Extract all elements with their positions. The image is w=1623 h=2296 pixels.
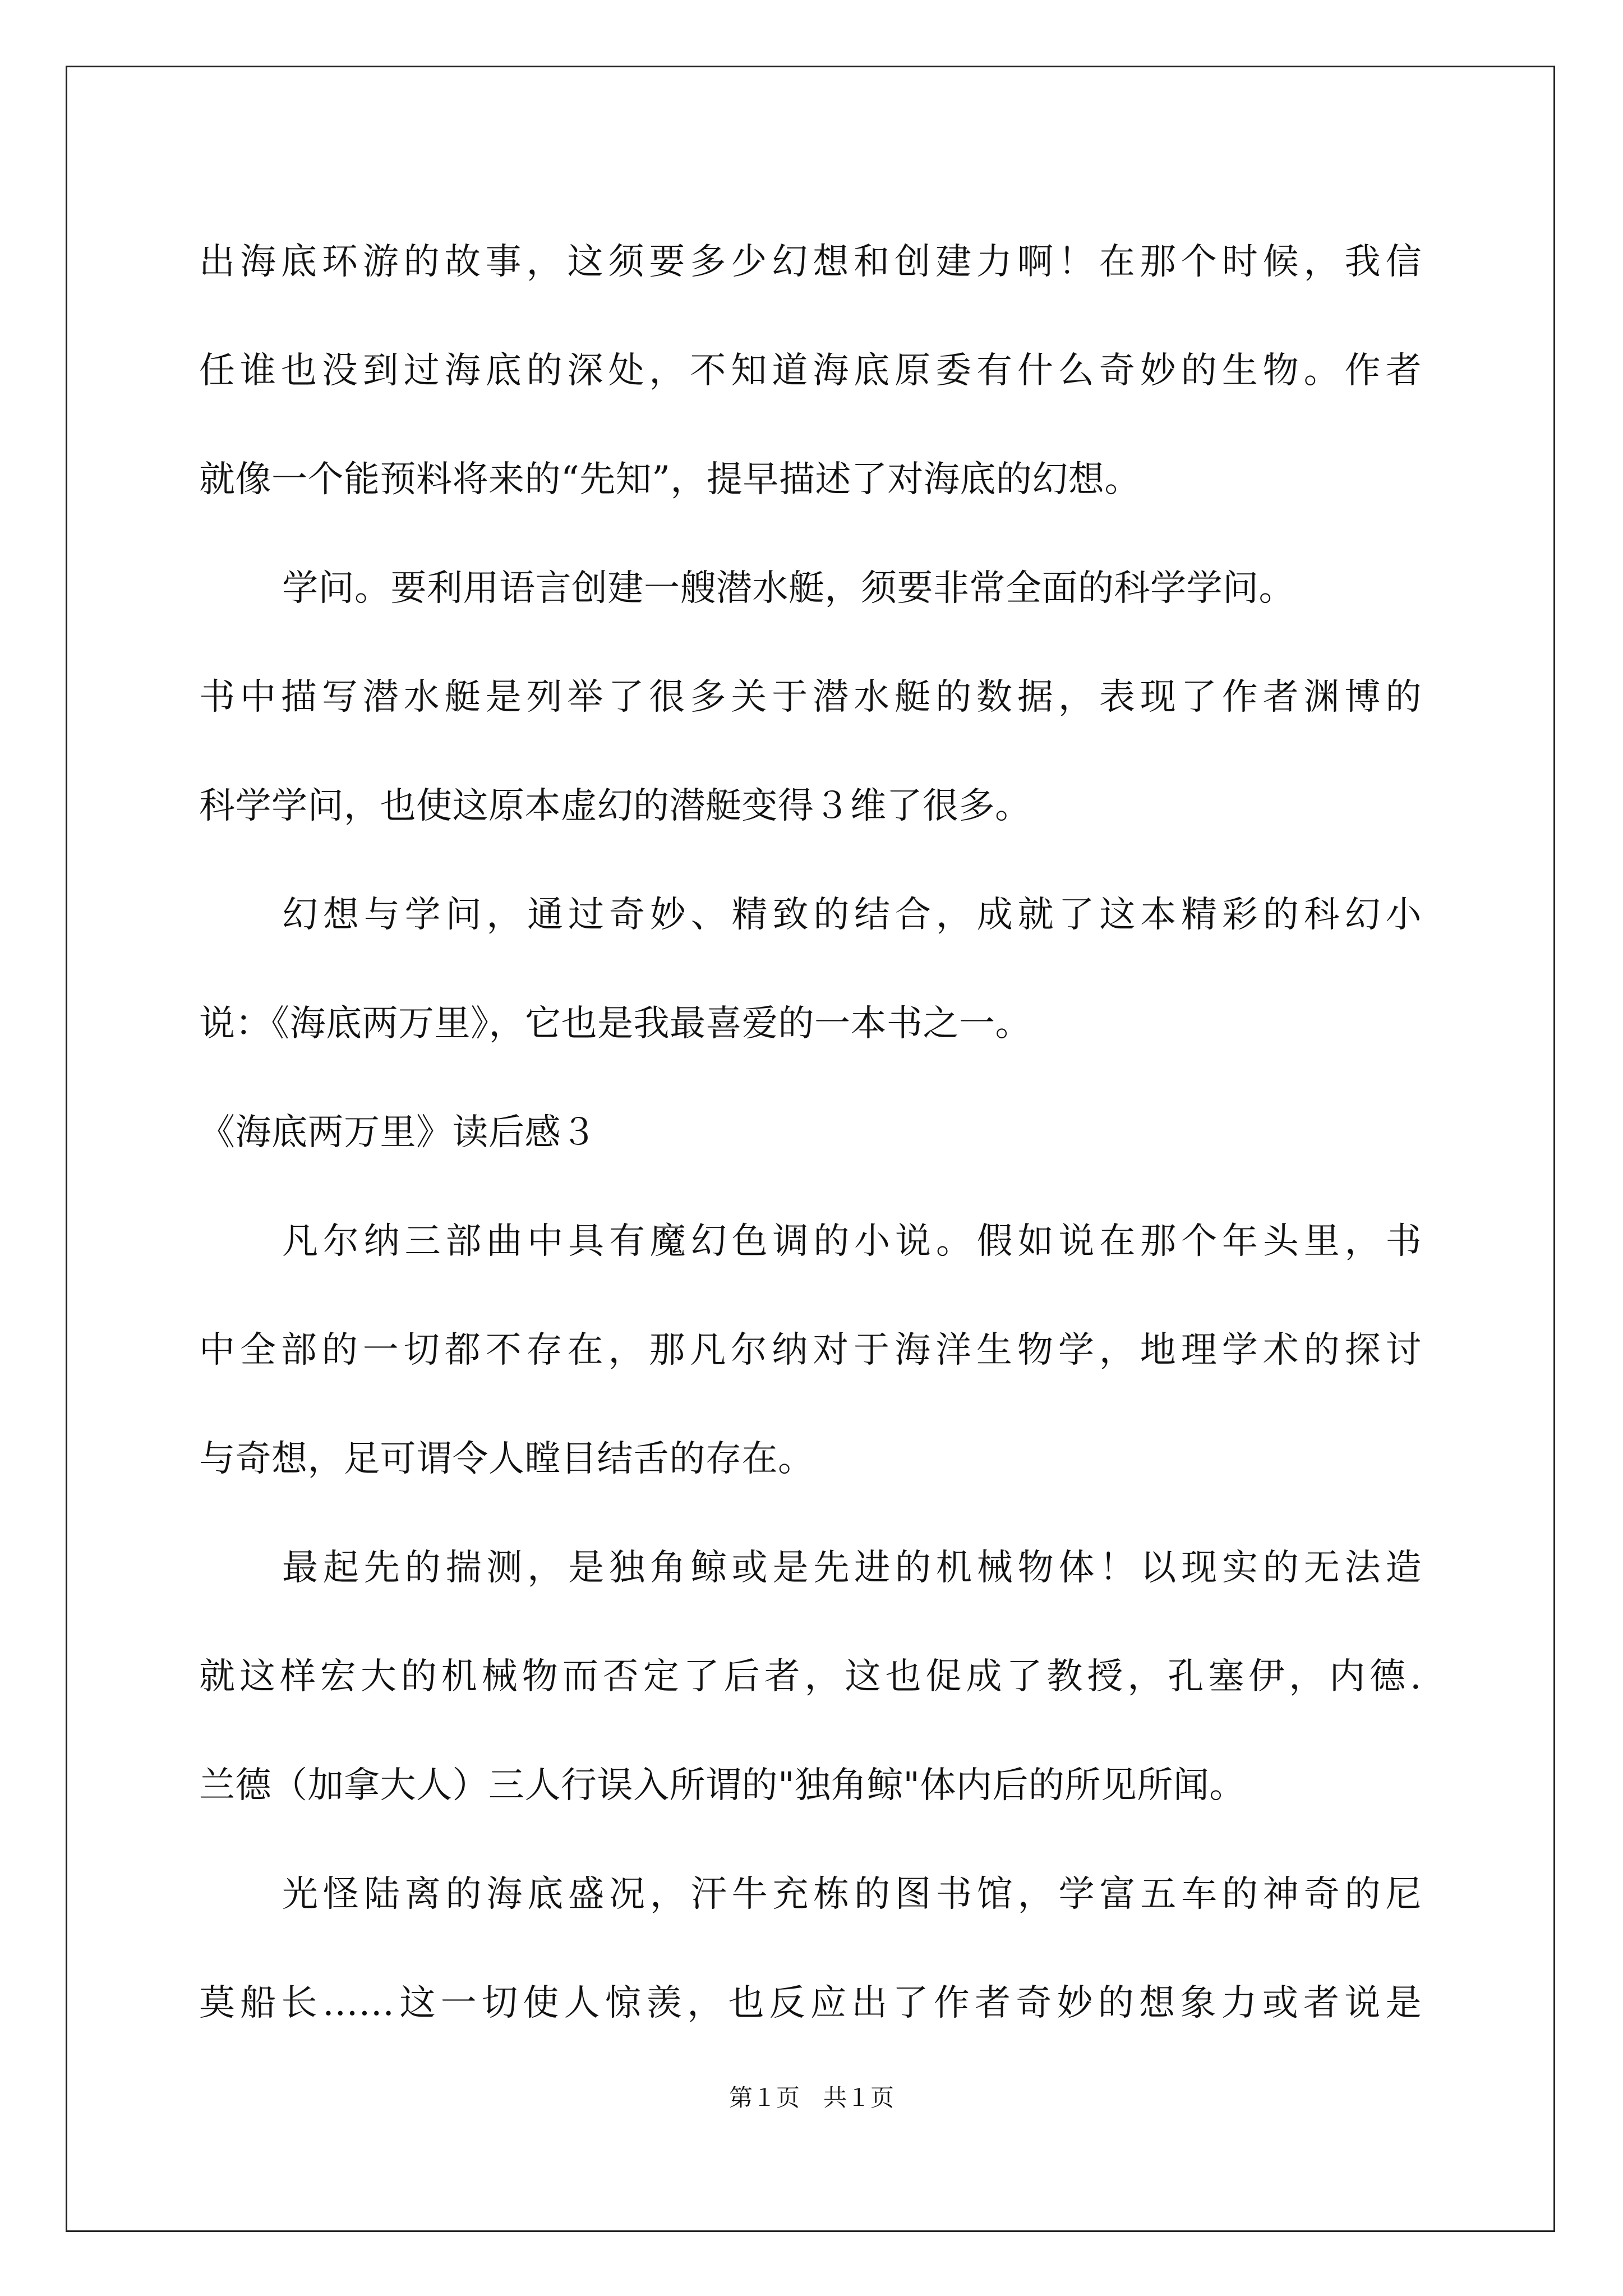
text-line: 学问。要利用语言创建一艘潜水艇，须要非常全面的科学学问。 [282, 568, 1295, 609]
text-line: 就这样宏大的机械物而否定了后者，这也促成了教授，孔塞伊，内德. [199, 1656, 1422, 1697]
section-heading: 《海底两万里》读后感３ [199, 1112, 597, 1153]
page-footer: 第１页 共１页 [728, 2084, 894, 2111]
text-line: 兰德（加拿大人）三人行误入所谓的"独角鲸"体内后的所见所闻。 [199, 1765, 1246, 1806]
document-body [199, 208, 1422, 2058]
text-line: 书中描写潜水艇是列举了很多关于潜水艇的数据，表现了作者渊博的 [199, 677, 1422, 718]
text-line: 与奇想，足可谓令人瞠目结舌的存在。 [199, 1438, 814, 1480]
text-line: 出海底环游的故事，这须要多少幻想和创建力啊！在那个时候，我信 [199, 241, 1422, 283]
text-line: 凡尔纳三部曲中具有魔幻色调的小说。假如说在那个年头里，书 [282, 1221, 1422, 1262]
text-line: 就像一个能预料将来的“先知”，提早描述了对海底的幻想。 [199, 459, 1141, 500]
text-line: 中全部的一切都不存在，那凡尔纳对于海洋生物学，地理学术的探讨 [199, 1329, 1422, 1371]
text-line: 幻想与学问，通过奇妙、精致的结合，成就了这本精彩的科幻小 [282, 894, 1422, 936]
text-line: 莫船长……这一切使人惊羡，也反应出了作者奇妙的想象力或者说是 [199, 1982, 1422, 2024]
text-line: 光怪陆离的海底盛况，汗牛充栋的图书馆，学富五车的神奇的尼 [282, 1874, 1422, 1915]
text-line: 最起先的揣测，是独角鲸或是先进的机械物体！以现实的无法造 [282, 1547, 1422, 1589]
text-line: 科学学问，也使这原本虚幻的潜艇变得３维了很多。 [199, 785, 1031, 827]
text-line: 任谁也没到过海底的深处，不知道海底原委有什么奇妙的生物。作者 [199, 350, 1422, 392]
text-line: 说：《海底两万里》，它也是我最喜爱的一本书之一。 [199, 1003, 1031, 1045]
